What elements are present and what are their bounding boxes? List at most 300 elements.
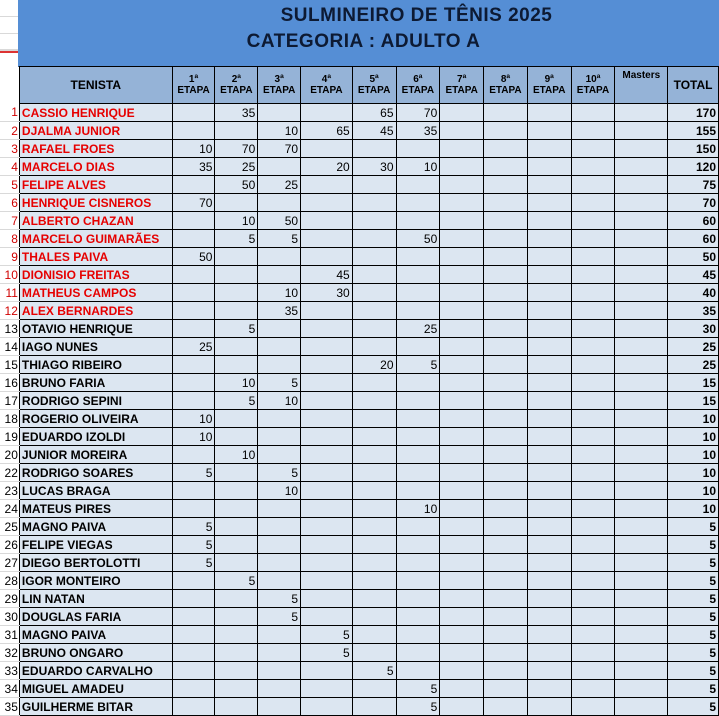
masters-points [615,320,668,338]
stage-points-1 [172,608,215,626]
player-name: DIEGO BERTOLOTTI [19,554,172,572]
header-tenista: TENISTA [19,67,172,104]
stage-points-8 [484,662,528,680]
stage-points-1 [172,626,215,644]
stage-points-9 [527,428,571,446]
row-number: 12 [0,302,19,320]
stage-points-4 [301,590,353,608]
table-row [0,104,719,122]
table-row [0,446,719,464]
table-row [0,194,719,212]
stage-points-1 [172,446,215,464]
stage-number: 7ª [457,74,467,85]
header-stage-1 [172,67,215,104]
table-row [0,140,719,158]
stage-points-6 [396,248,440,266]
stage-points-10 [571,230,615,248]
total-points: 5 [668,644,719,662]
stage-points-2 [215,500,258,518]
stage-points-7 [440,284,484,302]
row-number: 16 [0,374,19,392]
stage-points-10 [571,302,615,320]
stage-points-5: 5 [352,662,396,680]
stage-points-2 [215,428,258,446]
total-points: 40 [668,284,719,302]
masters-points [615,230,668,248]
stage-points-3 [258,410,301,428]
stage-points-8 [484,518,528,536]
stage-points-7 [440,680,484,698]
stage-points-1 [172,482,215,500]
masters-points [615,698,668,716]
stage-points-7 [440,410,484,428]
stage-points-3: 5 [258,230,301,248]
stage-points-5 [352,194,396,212]
stage-points-6 [396,482,440,500]
stage-points-10 [571,338,615,356]
total-points: 5 [668,626,719,644]
table-row [0,662,719,680]
stage-points-7 [440,518,484,536]
stage-points-9 [527,248,571,266]
stage-points-8 [484,608,528,626]
masters-points [615,500,668,518]
stage-points-4 [301,680,353,698]
table-row [0,122,719,140]
stage-points-7 [440,428,484,446]
stage-points-9 [527,140,571,158]
stage-points-6 [396,392,440,410]
stage-points-2 [215,554,258,572]
stage-points-6: 5 [396,698,440,716]
stage-points-6 [396,590,440,608]
header-stage-8 [484,67,528,104]
table-row [0,536,719,554]
stage-points-9 [527,230,571,248]
player-name: MAGNO PAIVA [19,626,172,644]
stage-points-1 [172,680,215,698]
stage-points-7 [440,500,484,518]
stage-points-2 [215,410,258,428]
stage-points-7 [440,338,484,356]
stage-points-8 [484,212,528,230]
row-number: 11 [0,284,19,302]
total-points: 60 [668,212,719,230]
stage-points-6: 10 [396,158,440,176]
stage-points-9 [527,662,571,680]
stage-points-6: 35 [396,122,440,140]
stage-points-6 [396,536,440,554]
stage-points-2: 50 [215,176,258,194]
row-number: 23 [0,482,19,500]
stage-points-1 [172,230,215,248]
stage-points-3 [258,518,301,536]
stage-points-4 [301,572,353,590]
stage-points-1 [172,590,215,608]
table-row [0,518,719,536]
total-points: 5 [668,536,719,554]
stage-points-2: 10 [215,212,258,230]
stage-points-3 [258,104,301,122]
player-name: LUCAS BRAGA [19,482,172,500]
stage-points-6 [396,446,440,464]
table-row [0,428,719,446]
stage-points-5 [352,266,396,284]
stage-points-10 [571,194,615,212]
stage-points-6 [396,374,440,392]
stage-points-4 [301,464,353,482]
stage-points-10 [571,482,615,500]
stage-points-8 [484,536,528,554]
stage-points-2: 5 [215,572,258,590]
stage-points-1: 10 [172,140,215,158]
stage-points-5 [352,212,396,230]
stage-points-10 [571,500,615,518]
stage-points-9 [527,320,571,338]
stage-points-8 [484,410,528,428]
stage-points-8 [484,644,528,662]
total-points: 5 [668,608,719,626]
stage-points-7 [440,158,484,176]
stage-points-8 [484,374,528,392]
stage-points-2 [215,266,258,284]
stage-number: 1ª [188,74,199,85]
stage-points-5 [352,446,396,464]
stage-points-6: 5 [396,356,440,374]
stage-points-8 [484,338,528,356]
stage-points-4: 65 [301,122,353,140]
player-name: FELIPE ALVES [19,176,172,194]
masters-points [615,554,668,572]
player-name: MARCELO DIAS [19,158,172,176]
stage-points-10 [571,356,615,374]
stage-points-9 [527,464,571,482]
stage-points-8 [484,122,528,140]
stage-points-6 [396,644,440,662]
row-number: 19 [0,428,19,446]
stage-points-1 [172,320,215,338]
stage-points-1: 10 [172,428,215,446]
stage-points-7 [440,374,484,392]
stage-label: ETAPA [489,85,522,96]
stage-points-2 [215,644,258,662]
stage-points-3 [258,320,301,338]
masters-points [615,104,668,122]
stage-points-4: 20 [301,158,353,176]
stage-points-2: 10 [215,374,258,392]
row-number: 24 [0,500,19,518]
stage-points-5 [352,410,396,428]
stage-points-6 [396,302,440,320]
masters-points [615,302,668,320]
masters-points [615,122,668,140]
player-name: DJALMA JUNIOR [19,122,172,140]
stage-points-8 [484,680,528,698]
stage-points-1: 5 [172,554,215,572]
title-band [18,0,719,67]
row-number: 14 [0,338,19,356]
stage-points-4: 5 [301,626,353,644]
stage-points-3 [258,698,301,716]
stage-points-3 [258,266,301,284]
stage-points-5 [352,464,396,482]
stage-points-4: 5 [301,644,353,662]
stage-points-9 [527,176,571,194]
stage-points-3 [258,554,301,572]
player-name: THIAGO RIBEIRO [19,356,172,374]
row-number: 34 [0,680,19,698]
stage-points-7 [440,122,484,140]
masters-points [615,374,668,392]
stage-points-2 [215,464,258,482]
stage-points-6 [396,194,440,212]
stage-points-5 [352,392,396,410]
stage-points-3 [258,500,301,518]
stage-points-8 [484,446,528,464]
table-row [0,572,719,590]
table-row [0,212,719,230]
stage-points-9 [527,266,571,284]
stage-points-6 [396,554,440,572]
player-name: MATHEUS CAMPOS [19,284,172,302]
table-row [0,248,719,266]
stage-points-9 [527,500,571,518]
stage-points-3: 25 [258,176,301,194]
stage-points-10 [571,518,615,536]
stage-points-2: 5 [215,392,258,410]
table-row [0,608,719,626]
masters-points [615,644,668,662]
table-row [0,626,719,644]
player-name: CASSIO HENRIQUE [19,104,172,122]
stage-points-3: 35 [258,302,301,320]
header-stage-9 [527,67,571,104]
stage-points-2 [215,536,258,554]
stage-points-7 [440,572,484,590]
stage-points-9 [527,698,571,716]
stage-points-10 [571,554,615,572]
stage-points-7 [440,320,484,338]
row-number: 32 [0,644,19,662]
masters-points [615,482,668,500]
stage-points-5 [352,554,396,572]
stage-label: ETAPA [576,85,610,96]
stage-points-8 [484,104,528,122]
stage-points-10 [571,626,615,644]
row-number: 26 [0,536,19,554]
stage-points-2 [215,662,258,680]
stage-points-8 [484,158,528,176]
stage-points-6: 5 [396,680,440,698]
stage-label: ETAPA [310,85,343,96]
stage-points-5 [352,140,396,158]
stage-points-3 [258,446,301,464]
stage-points-7 [440,140,484,158]
stage-points-9 [527,212,571,230]
player-name: BRUNO ONGARO [19,644,172,662]
stage-points-5: 45 [352,122,396,140]
total-points: 35 [668,302,719,320]
stage-points-4 [301,104,353,122]
stage-points-2 [215,680,258,698]
stage-points-8 [484,356,528,374]
stage-points-8 [484,194,528,212]
stage-points-10 [571,320,615,338]
stage-points-3: 5 [258,374,301,392]
stage-number: 9ª [544,74,554,85]
total-points: 10 [668,428,719,446]
stage-points-9 [527,482,571,500]
header-stage-2 [215,67,258,104]
ranking-table [0,66,719,716]
stage-points-7 [440,230,484,248]
stage-points-9 [527,518,571,536]
stage-points-4 [301,482,353,500]
stage-points-4 [301,410,353,428]
stage-points-4 [301,698,353,716]
stage-points-7 [440,698,484,716]
player-name: FELIPE VIEGAS [19,536,172,554]
stage-points-5 [352,644,396,662]
stage-points-7 [440,662,484,680]
stage-points-4 [301,356,353,374]
stage-points-4 [301,302,353,320]
stage-points-2 [215,590,258,608]
stage-points-8 [484,176,528,194]
table-row [0,158,719,176]
stage-number: 2ª [231,74,241,85]
stage-points-1: 50 [172,248,215,266]
stage-points-10 [571,176,615,194]
stage-points-2: 35 [215,104,258,122]
stage-label: ETAPA [445,85,478,96]
stage-points-3: 10 [258,392,301,410]
stage-points-3 [258,356,301,374]
stage-points-6: 10 [396,500,440,518]
stage-points-7 [440,464,484,482]
stage-points-6 [396,338,440,356]
player-name: ALEX BERNARDES [19,302,172,320]
player-name: JUNIOR MOREIRA [19,446,172,464]
player-name: BRUNO FARIA [19,374,172,392]
header-stage-10 [571,67,615,104]
player-name: EDUARDO CARVALHO [19,662,172,680]
stage-points-1: 70 [172,194,215,212]
masters-points [615,140,668,158]
stage-points-2: 25 [215,158,258,176]
stage-points-8 [484,428,528,446]
stage-number: 10ª [585,74,601,85]
total-points: 5 [668,554,719,572]
stage-points-1 [172,284,215,302]
stage-points-2 [215,338,258,356]
stage-points-7 [440,266,484,284]
stage-points-5 [352,698,396,716]
table-row [0,230,719,248]
player-name: OTAVIO HENRIQUE [19,320,172,338]
table-row [0,356,719,374]
stage-points-5: 65 [352,104,396,122]
stage-points-5 [352,230,396,248]
stage-points-7 [440,554,484,572]
stage-points-1 [172,392,215,410]
masters-points [615,176,668,194]
stage-points-3 [258,644,301,662]
stage-points-5 [352,680,396,698]
stage-points-1 [172,698,215,716]
player-name: IGOR MONTEIRO [19,572,172,590]
total-points: 5 [668,662,719,680]
stage-points-3 [258,194,301,212]
stage-points-1 [172,356,215,374]
stage-points-7 [440,482,484,500]
table-row [0,338,719,356]
stage-points-10 [571,446,615,464]
stage-points-3 [258,338,301,356]
stage-points-4: 45 [301,266,353,284]
stage-points-8 [484,284,528,302]
stage-points-7 [440,248,484,266]
stage-points-6: 25 [396,320,440,338]
total-points: 45 [668,266,719,284]
stage-number: 3ª [274,74,284,85]
stage-points-9 [527,446,571,464]
stage-points-3: 5 [258,608,301,626]
stage-points-5: 20 [352,356,396,374]
stage-points-2: 10 [215,446,258,464]
masters-points [615,590,668,608]
stage-points-9 [527,392,571,410]
stage-points-8 [484,320,528,338]
stage-points-10 [571,464,615,482]
player-name: RAFAEL FROES [19,140,172,158]
row-number: 22 [0,464,19,482]
stage-points-7 [440,446,484,464]
stage-number: 8ª [500,74,511,85]
total-points: 5 [668,680,719,698]
total-points: 10 [668,464,719,482]
stage-points-10 [571,104,615,122]
stage-points-10 [571,122,615,140]
stage-label: ETAPA [533,85,566,96]
header-stage-4 [301,67,353,104]
masters-points [615,338,668,356]
row-number: 18 [0,410,19,428]
row-number: 17 [0,392,19,410]
masters-points [615,464,668,482]
row-number: 8 [0,230,19,248]
stage-points-7 [440,356,484,374]
player-name: GUILHERME BITAR [19,698,172,716]
player-name: EDUARDO IZOLDI [19,428,172,446]
stage-number: 6ª [413,74,423,85]
stage-points-10 [571,608,615,626]
stage-points-9 [527,302,571,320]
masters-points [615,446,668,464]
player-name: MATEUS PIRES [19,500,172,518]
stage-label: ETAPA [177,85,210,96]
stage-points-3: 70 [258,140,301,158]
player-name: ROGERIO OLIVEIRA [19,410,172,428]
stage-points-3 [258,536,301,554]
stage-points-4 [301,230,353,248]
header-stage-6 [396,67,440,104]
stage-points-1 [172,662,215,680]
stage-points-8 [484,590,528,608]
stage-points-6 [396,518,440,536]
row-number: 35 [0,698,19,716]
masters-points [615,518,668,536]
